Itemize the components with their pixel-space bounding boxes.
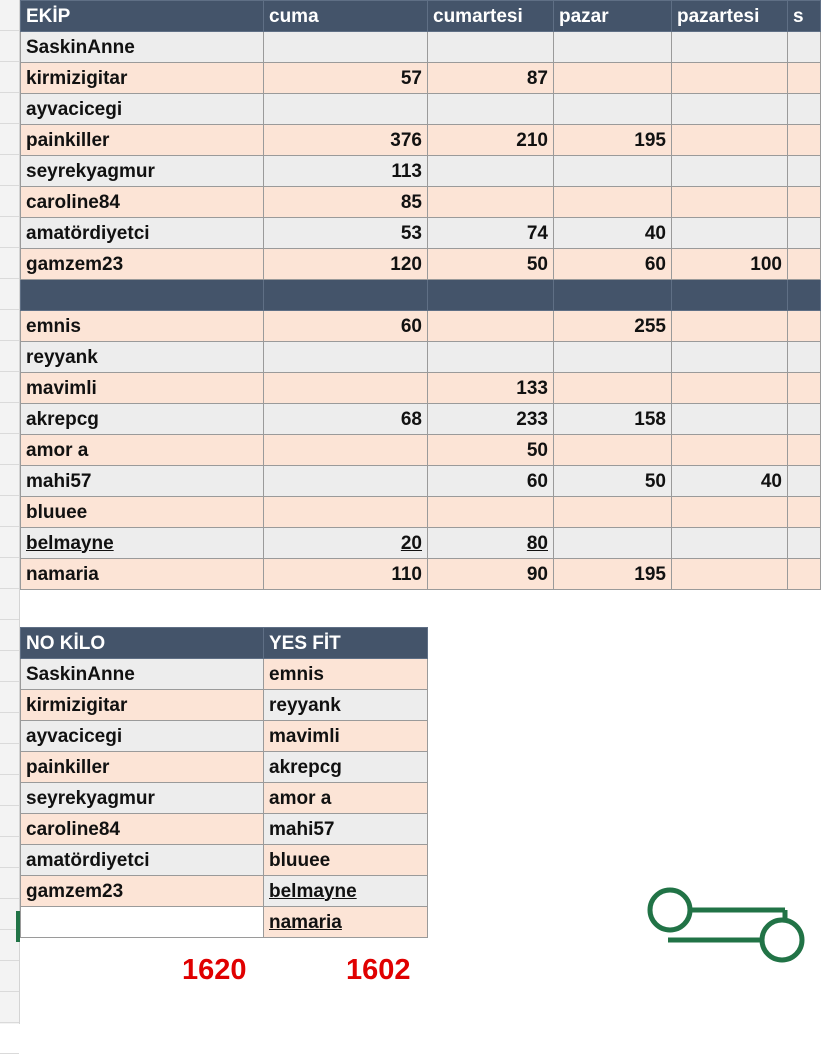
value-cell[interactable] <box>554 156 672 187</box>
table-row <box>21 559 821 590</box>
value-cell[interactable] <box>788 94 821 125</box>
value-cell[interactable] <box>428 342 554 373</box>
value-cell[interactable]: 120 <box>264 249 428 280</box>
table-row <box>21 156 821 187</box>
row-header[interactable] <box>0 31 19 62</box>
value-cell[interactable]: 50 <box>428 435 554 466</box>
no-kilo-cell[interactable]: amatördiyetci <box>21 845 264 876</box>
row-header[interactable] <box>0 961 19 992</box>
total-no-kilo: 1620 <box>182 954 247 986</box>
row-header[interactable] <box>0 465 19 496</box>
value-cell[interactable] <box>788 559 821 590</box>
value-cell[interactable] <box>672 63 788 94</box>
column-header[interactable]: cuma <box>264 1 428 32</box>
member-name-cell[interactable]: seyrekyagmur <box>21 156 264 187</box>
table-row <box>21 311 821 342</box>
table-row <box>21 528 821 559</box>
value-cell[interactable]: 87 <box>428 63 554 94</box>
table-row <box>21 32 821 63</box>
value-cell[interactable] <box>554 32 672 63</box>
table-row <box>21 249 821 280</box>
value-cell[interactable]: 100 <box>672 249 788 280</box>
value-cell[interactable] <box>672 435 788 466</box>
value-cell[interactable]: 80 <box>428 528 554 559</box>
value-cell[interactable] <box>788 249 821 280</box>
value-cell[interactable] <box>554 528 672 559</box>
value-cell[interactable] <box>554 435 672 466</box>
value-cell[interactable] <box>788 187 821 218</box>
table-row <box>21 218 821 249</box>
row-header[interactable] <box>0 1023 19 1054</box>
value-cell[interactable] <box>672 404 788 435</box>
column-header[interactable]: pazartesi <box>672 1 788 32</box>
value-cell[interactable] <box>264 435 428 466</box>
yes-fit-cell[interactable]: bluuee <box>264 845 428 876</box>
value-cell[interactable]: 113 <box>264 156 428 187</box>
row-header[interactable] <box>0 279 19 310</box>
value-cell[interactable] <box>264 342 428 373</box>
value-cell[interactable] <box>428 311 554 342</box>
table-row <box>21 907 428 938</box>
row-header[interactable] <box>0 62 19 93</box>
member-name-cell[interactable]: namaria <box>21 559 264 590</box>
value-cell[interactable] <box>788 373 821 404</box>
no-kilo-cell[interactable]: kirmizigitar <box>21 690 264 721</box>
node-connector-icon <box>640 880 800 980</box>
value-cell[interactable] <box>264 466 428 497</box>
team-table <box>20 0 821 590</box>
table-row <box>21 404 821 435</box>
yes-fit-cell[interactable]: mavimli <box>264 721 428 752</box>
value-cell[interactable]: 50 <box>554 466 672 497</box>
value-cell[interactable] <box>672 94 788 125</box>
row-header[interactable] <box>0 0 19 31</box>
row-header[interactable] <box>0 341 19 372</box>
member-name-cell[interactable]: caroline84 <box>21 187 264 218</box>
value-cell[interactable]: 74 <box>428 218 554 249</box>
table-row <box>21 690 428 721</box>
no-kilo-cell[interactable]: seyrekyagmur <box>21 783 264 814</box>
member-name-cell[interactable]: painkiller <box>21 125 264 156</box>
value-cell[interactable] <box>672 125 788 156</box>
row-header[interactable] <box>0 589 19 620</box>
table-row <box>21 721 428 752</box>
row-header[interactable] <box>0 992 19 1023</box>
value-cell[interactable] <box>554 94 672 125</box>
yes-fit-cell[interactable]: emnis <box>264 659 428 690</box>
value-cell[interactable] <box>554 280 672 311</box>
member-name-cell[interactable]: mahi57 <box>21 466 264 497</box>
value-cell[interactable]: 20 <box>264 528 428 559</box>
value-cell[interactable] <box>554 373 672 404</box>
table-row <box>21 845 428 876</box>
row-header[interactable] <box>0 248 19 279</box>
row-header[interactable] <box>0 186 19 217</box>
table-row <box>21 876 428 907</box>
value-cell[interactable] <box>554 63 672 94</box>
value-cell[interactable]: 255 <box>554 311 672 342</box>
member-name-cell[interactable]: SaskinAnne <box>21 32 264 63</box>
value-cell[interactable] <box>672 311 788 342</box>
value-cell[interactable] <box>672 218 788 249</box>
value-cell[interactable] <box>788 342 821 373</box>
value-cell[interactable]: 40 <box>672 466 788 497</box>
value-cell[interactable] <box>672 497 788 528</box>
value-cell[interactable] <box>428 94 554 125</box>
row-header[interactable] <box>0 713 19 744</box>
separator-row <box>21 280 821 311</box>
yes-fit-cell[interactable]: mahi57 <box>264 814 428 845</box>
value-cell[interactable] <box>672 528 788 559</box>
value-cell[interactable] <box>788 63 821 94</box>
value-cell[interactable]: 57 <box>264 63 428 94</box>
value-cell[interactable] <box>428 156 554 187</box>
member-name-cell[interactable] <box>21 280 264 311</box>
value-cell[interactable] <box>788 311 821 342</box>
row-header[interactable] <box>0 682 19 713</box>
value-cell[interactable]: 158 <box>554 404 672 435</box>
table-row <box>21 342 821 373</box>
member-name-cell[interactable]: ayvacicegi <box>21 94 264 125</box>
value-cell[interactable]: 133 <box>428 373 554 404</box>
yes-fit-cell[interactable]: belmayne <box>264 876 428 907</box>
row-header[interactable] <box>0 527 19 558</box>
value-cell[interactable]: 233 <box>428 404 554 435</box>
value-cell[interactable] <box>264 373 428 404</box>
value-cell[interactable] <box>672 187 788 218</box>
no-kilo-cell[interactable]: painkiller <box>21 752 264 783</box>
member-name-cell[interactable]: mavimli <box>21 373 264 404</box>
value-cell[interactable] <box>672 373 788 404</box>
value-cell[interactable] <box>264 94 428 125</box>
value-cell[interactable]: 60 <box>264 311 428 342</box>
value-cell[interactable] <box>264 32 428 63</box>
member-name-cell[interactable]: emnis <box>21 311 264 342</box>
row-header[interactable] <box>0 620 19 651</box>
row-header-gutter[interactable] <box>0 0 20 1024</box>
value-cell[interactable]: 376 <box>264 125 428 156</box>
value-cell[interactable] <box>788 497 821 528</box>
value-cell[interactable] <box>554 187 672 218</box>
header-row <box>21 1 821 32</box>
value-cell[interactable]: 53 <box>264 218 428 249</box>
table-row <box>21 125 821 156</box>
table-row <box>21 63 821 94</box>
no-kilo-cell[interactable]: ayvacicegi <box>21 721 264 752</box>
value-cell[interactable] <box>788 466 821 497</box>
value-cell[interactable]: 50 <box>428 249 554 280</box>
row-header[interactable] <box>0 496 19 527</box>
value-cell[interactable] <box>264 497 428 528</box>
no-kilo-cell[interactable] <box>21 907 264 938</box>
value-cell[interactable] <box>428 497 554 528</box>
table-row <box>21 373 821 404</box>
table-row <box>21 187 821 218</box>
groups-table <box>20 627 428 938</box>
value-cell[interactable] <box>788 32 821 63</box>
table-row <box>21 814 428 845</box>
value-cell[interactable] <box>788 156 821 187</box>
yes-fit-cell[interactable]: amor a <box>264 783 428 814</box>
column-header[interactable]: pazar <box>554 1 672 32</box>
column-header[interactable]: cumartesi <box>428 1 554 32</box>
table-row <box>21 435 821 466</box>
value-cell[interactable]: 60 <box>428 466 554 497</box>
table-row <box>21 659 428 690</box>
column-header[interactable]: NO KİLO <box>21 628 264 659</box>
table-row <box>21 466 821 497</box>
value-cell[interactable] <box>788 404 821 435</box>
row-header[interactable] <box>0 372 19 403</box>
row-header[interactable] <box>0 310 19 341</box>
row-header[interactable] <box>0 403 19 434</box>
row-header[interactable] <box>0 868 19 899</box>
value-cell[interactable] <box>428 32 554 63</box>
value-cell[interactable] <box>788 280 821 311</box>
table-row <box>21 752 428 783</box>
total-yes-fit: 1602 <box>346 954 411 986</box>
value-cell[interactable] <box>672 156 788 187</box>
table-row <box>21 783 428 814</box>
row-header[interactable] <box>0 744 19 775</box>
no-kilo-cell[interactable]: SaskinAnne <box>21 659 264 690</box>
row-header[interactable] <box>0 124 19 155</box>
value-cell[interactable]: 68 <box>264 404 428 435</box>
member-name-cell[interactable]: gamzem23 <box>21 249 264 280</box>
value-cell[interactable]: 40 <box>554 218 672 249</box>
value-cell[interactable]: 85 <box>264 187 428 218</box>
value-cell[interactable] <box>428 187 554 218</box>
header-row <box>21 628 428 659</box>
member-name-cell[interactable]: akrepcg <box>21 404 264 435</box>
row-header[interactable] <box>0 806 19 837</box>
column-header[interactable]: EKİP <box>21 1 264 32</box>
column-header[interactable]: s <box>788 1 821 32</box>
value-cell[interactable]: 90 <box>428 559 554 590</box>
value-cell[interactable] <box>672 32 788 63</box>
row-header[interactable] <box>0 775 19 806</box>
member-name-cell[interactable]: belmayne <box>21 528 264 559</box>
value-cell[interactable]: 60 <box>554 249 672 280</box>
member-name-cell[interactable]: kirmizigitar <box>21 63 264 94</box>
row-header[interactable] <box>0 155 19 186</box>
value-cell[interactable] <box>554 342 672 373</box>
row-header[interactable] <box>0 217 19 248</box>
row-header[interactable] <box>0 558 19 589</box>
value-cell[interactable] <box>672 280 788 311</box>
member-name-cell[interactable]: amor a <box>21 435 264 466</box>
value-cell[interactable]: 195 <box>554 559 672 590</box>
value-cell[interactable] <box>788 528 821 559</box>
no-kilo-cell[interactable]: caroline84 <box>21 814 264 845</box>
column-header[interactable]: YES FİT <box>264 628 428 659</box>
member-name-cell[interactable]: amatördiyetci <box>21 218 264 249</box>
value-cell[interactable] <box>672 342 788 373</box>
member-name-cell[interactable]: bluuee <box>21 497 264 528</box>
member-name-cell[interactable]: reyyank <box>21 342 264 373</box>
value-cell[interactable] <box>788 435 821 466</box>
row-header[interactable] <box>0 93 19 124</box>
value-cell[interactable]: 195 <box>554 125 672 156</box>
row-header[interactable] <box>0 651 19 682</box>
yes-fit-cell[interactable]: reyyank <box>264 690 428 721</box>
value-cell[interactable] <box>554 497 672 528</box>
value-cell[interactable] <box>672 559 788 590</box>
yes-fit-cell[interactable]: akrepcg <box>264 752 428 783</box>
table-row <box>21 497 821 528</box>
row-header[interactable] <box>0 434 19 465</box>
row-header[interactable] <box>0 837 19 868</box>
value-cell[interactable] <box>264 280 428 311</box>
active-cell-marker <box>16 911 20 942</box>
value-cell[interactable]: 210 <box>428 125 554 156</box>
yes-fit-cell[interactable]: namaria <box>264 907 428 938</box>
no-kilo-cell[interactable]: gamzem23 <box>21 876 264 907</box>
table-row <box>21 94 821 125</box>
value-cell[interactable] <box>428 280 554 311</box>
value-cell[interactable] <box>788 125 821 156</box>
value-cell[interactable]: 110 <box>264 559 428 590</box>
value-cell[interactable] <box>788 218 821 249</box>
